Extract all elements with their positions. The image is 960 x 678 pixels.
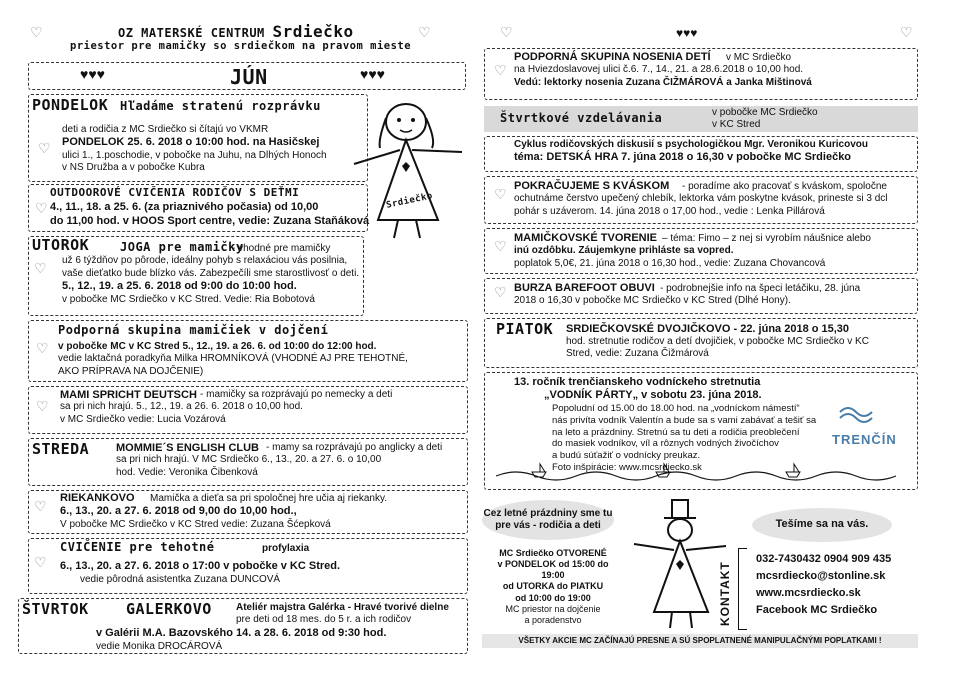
event-title: PODPORNÁ SKUPINA NOSENIA DETÍ	[514, 51, 711, 63]
event-line: do 11,00 hod. v HOOS Sport centre, vedie: Zuzana Staňáková	[50, 214, 370, 227]
month-title: JÚN	[230, 65, 268, 89]
event-title: MAMI SPRICHT DEUTSCH	[60, 389, 197, 401]
kontakt-label: KONTAKT	[718, 561, 732, 626]
event-line: v pobočke MC Srdiečko	[712, 107, 818, 118]
day-label: ŠTVRTOK	[22, 600, 89, 618]
month-hearts-left: ♥♥♥	[80, 66, 105, 82]
event-title: Podporná skupina mamičiek v dojčení	[58, 323, 329, 337]
event-title: POKRAČUJEME S KVÁSKOM	[514, 180, 670, 192]
event-line: hod. Vedie: Veronika Čibenková	[116, 466, 258, 478]
event-line: Foto inšpirácie: www.mcsrdiecko.sk	[552, 461, 702, 473]
event-line: Popoludní od 15.00 do 18.00 hod. na „vodníckom námestí“	[552, 403, 800, 414]
event-title: OUTDOOROVÉ CVIČENIA RODIČOV S DEŤMI	[50, 186, 300, 199]
day-label: PIATOK	[496, 320, 554, 338]
heart-icon: ♡	[34, 498, 47, 514]
contact-email: mcsrdiecko@stonline.sk	[756, 570, 886, 583]
hours-line: MC priestor na dojčenie	[505, 603, 601, 614]
event-line: v pobočke MC Srdiečko v KC Stred. Vedie: Ria Bobotová	[62, 293, 315, 305]
day-label: UTOROK	[32, 236, 90, 254]
tesime-bubble	[752, 508, 892, 542]
day-label: PONDELOK	[32, 96, 109, 114]
event-title: SRDIEČKOVSKÉ DVOJIČKOVO - 22. júna 2018 o 15,30	[566, 323, 850, 335]
event-line: 2018 o 16,30 v pobočke MC Srdiečko v KC Stred (Dlhé Hony).	[514, 295, 791, 307]
event-title: MOMMIE´S ENGLISH CLUB	[116, 442, 259, 454]
heart-icon: ♡	[494, 238, 507, 254]
trencin-logo-text: TRENČÍN	[832, 432, 897, 447]
event-line: poplatok 5,0€, 21. júna 2018 o 16,30 hod., vedie: Zuzana Chovancová	[514, 257, 826, 269]
event-line: vaše dieťatko bude blízko vás. Zabezpečíli sme starostlivosť o deti.	[62, 267, 360, 279]
event-line: vedie laktačná poradkyňa Milka HROMNÍKOVÁ (VHODNÉ AJ PRE TEHOTNÉ,	[58, 353, 408, 365]
heart-icon: ♡	[494, 186, 507, 202]
event-line: v MC Srdiečko	[726, 52, 792, 63]
heart-icon: ♡	[494, 62, 507, 78]
heart-icon: ♡	[34, 260, 47, 276]
summer-line: Cez letné prázdniny sme tu	[483, 508, 613, 519]
event-title: GALERKOVO	[126, 600, 212, 618]
event-line: už 6 týždňov po pôrode, ideálny pohyb s relaxáciou vás posilnia,	[62, 255, 348, 267]
event-title: MAMIČKOVSKÉ TVORENIE	[514, 232, 658, 244]
heart-icon: ♡	[36, 398, 49, 414]
event-line: ulici 1., 1.poschodie, v pobočke na Juhu, na Dlhých Honoch	[62, 150, 327, 162]
event-line: téma: DETSKÁ HRA 7. júna 2018 o 16,30 v pobočke MC Srdiečko	[514, 151, 852, 164]
event-line: 6., 13., 20. a 27. 6. 2018 o 17:00 v pobočke v KC Stred.	[60, 560, 341, 572]
event-line: 5., 12., 19. a 25. 6. 2018 od 9:00 do 10:00 hod.	[62, 280, 297, 293]
event-line: - mamičky sa rozprávajú po nemecky a deti	[200, 389, 393, 400]
event-title: Štvrtkové vzdelávania	[500, 111, 663, 125]
event-title: BURZA BAREFOOT OBUVI	[514, 282, 655, 294]
event-line: V pobočke MC Srdiečko v KC Stred vedie: Zuzana Šćepková	[60, 519, 331, 531]
heart-icon: ♡	[900, 24, 913, 40]
event-line: - poradíme ako pracovať s kváskom, spoločne	[682, 181, 887, 192]
trencin-logo	[838, 404, 874, 424]
summer-bubble	[482, 500, 614, 540]
srdiecko-figure	[350, 100, 470, 240]
heart-icon: ♡	[34, 554, 47, 570]
event-line: do masiek vodníkov, víl a rôznych vodných živočíchov	[552, 438, 779, 450]
heart-icon: ♡	[494, 284, 507, 300]
month-hearts-right: ♥♥♥	[360, 66, 385, 82]
event-line: - mamy sa rozprávajú po anglicky a deti	[266, 442, 443, 453]
header-title	[118, 22, 354, 42]
event-line: 4., 11., 18. a 25. 6. (za priaznivého počasia) od 10,00	[50, 201, 319, 213]
event-line: Cyklus rodičovských diskusií s psychologičkou Mgr. Veronikou Kuricovou	[514, 139, 868, 150]
event-line: v MC Srdiečko vedie: Lucia Vozárová	[60, 413, 226, 425]
event-line: – téma: Fimo – z nej si vyrobím náušnice alebo	[662, 233, 871, 244]
hours-line: od 10:00 do 19:00	[515, 592, 591, 603]
contact-bracket	[738, 548, 747, 630]
event-line: a budú súťažiť o vodnícky preukaz.	[552, 450, 701, 462]
header-brand: Srdiečko	[272, 22, 354, 41]
heart-icon: ♡	[35, 200, 48, 216]
event-title: 13. ročník trenčianskeho vodníckeho stretnutia	[514, 376, 761, 388]
contact-facebook: Facebook MC Srdiečko	[756, 604, 878, 617]
hours-line: a poradenstvo	[524, 614, 582, 625]
event-line: v KC Stred	[712, 119, 761, 131]
event-line: - podrobnejšie info na špeci letáčiku, 28. júna	[660, 283, 861, 294]
heart-icon: ♡	[418, 24, 431, 40]
event-line: vedie Monika DROCÁROVÁ	[96, 640, 223, 652]
waves-decoration	[496, 458, 906, 484]
event-line: Vedú: lektorky nosenia Zuzana ČIŽMÁROVÁ a Janka Mištinová	[514, 76, 812, 88]
contact-web: www.mcsrdiecko.sk	[756, 587, 861, 600]
event-line: Stred, vedie: Zuzana Čižmárová	[566, 348, 709, 360]
hours-line: MC Srdiečko OTVORENÉ	[499, 548, 607, 558]
event-line: nás privíta vodník Valentín a bude sa s vami zabávať a tešiť sa	[552, 414, 817, 426]
event-line: sa pri nich hrajú. 5., 12., 19. a 26. 6. 2018 o 10,00 hod.	[60, 401, 303, 413]
hours-line: od UTORKA do PIATKU	[502, 581, 604, 592]
contact-phone: 032-7430432 0904 909 435	[756, 553, 892, 565]
summer-line: pre vás - rodičia a deti	[495, 520, 601, 532]
event-line: v Galérii M.A. Bazovského 14. a 28. 6. 2018 od 9:30 hod.	[96, 627, 387, 639]
event-line: - vhodné pre mamičky	[232, 243, 331, 254]
heart-icon: ♡	[38, 140, 51, 156]
event-line: 6., 13., 20. a 27. 6. 2018 od 9,00 do 10,00 hod.,	[60, 505, 297, 518]
srdiecko-figure-hat	[628, 500, 732, 630]
event-line: inú ozdôbku. Záujemkyne prihláste sa vopred.	[514, 245, 734, 257]
event-line: sa pri nich hrajú. V MC Srdiečko 6., 13., 20. a 27. 6. o 10,00	[116, 454, 382, 466]
heart-icon: ♡	[36, 340, 49, 356]
event-title: JOGA pre mamičky	[120, 240, 244, 254]
event-line: PONDELOK 25. 6. 2018 o 10:00 hod. na Hasičskej	[62, 136, 320, 149]
event-title: RIEKANKOVO	[60, 492, 135, 504]
heart-icon: ♡	[30, 24, 43, 40]
event-line: Ateliér majstra Galérka - Hravé tvorivé dielne	[236, 602, 449, 613]
tesime-text: Tešíme sa na vás.	[775, 518, 869, 530]
event-line: Mamička a dieťa sa pri spoločnej hre učia aj riekanky.	[150, 493, 388, 504]
event-line: AKO PRÍPRAVA NA DOJČENIE)	[58, 365, 204, 377]
figure-label: Srdiečko	[385, 191, 434, 211]
event-line: hod. stretnutie rodičov a detí dvojičiek, v pobočke MC Srdiečko v KC	[566, 336, 869, 347]
event-line: v pobočke MC v KC Stred 5., 12., 19. a 26. 6. od 10:00 do 12:00 hod.	[58, 341, 377, 352]
heart-icon: ♡	[500, 24, 513, 40]
footer-notice: VŠETKY AKCIE MC ZAČÍNAJÚ PRESNE A SÚ SPOPLATNENÉ MANIPULAČNÝMI POPLATKAMI !	[482, 634, 918, 648]
day-label: STREDA	[32, 440, 90, 458]
event-title: CVIČENIE pre tehotné	[60, 540, 215, 554]
event-line: na leto a prázdniny. Stretnú sa tu deti a rodičia preoblečení	[552, 426, 800, 438]
event-line: na Hviezdoslavovej ulici č.6. 7., 14., 21. a 28.6.2018 o 10,00 hod.	[514, 64, 804, 76]
hours-line: v PONDELOK od 15:00 do 19:00	[497, 559, 609, 581]
header-title-prefix: OZ MATERSKÉ CENTRUM	[118, 26, 265, 40]
heart-icon: ♥♥♥	[676, 26, 698, 40]
event-subtitle: „VODNÍK PÁRTY„ v sobotu 23. júna 2018.	[544, 389, 762, 401]
event-line: vedie pôrodná asistentka Zuzana DUNCOVÁ	[80, 573, 281, 585]
event-line: pre deti od 18 mes. do 5 r. a ich rodičov	[236, 614, 412, 626]
event-line: pohár s uzáverom. 14. júna 2018 o 17,00 hod., vedie : Lenka Pillárová	[514, 205, 825, 217]
event-subtitle: profylaxia	[262, 543, 310, 554]
header-subtitle: priestor pre mamičky so srdiečkom na pravom mieste	[70, 40, 412, 52]
event-title: Hľadáme stratenú rozprávku	[120, 99, 321, 113]
event-line: ochutnáme čerstvo upečený chlebík, lektorka vám poskytne kvások, prineste si 3 dcl	[514, 193, 888, 205]
event-line: deti a rodičia z MC Srdiečko si čítajú vo VKMR	[62, 124, 269, 135]
event-line: v NS Družba a v pobočke Kubra	[62, 162, 205, 174]
